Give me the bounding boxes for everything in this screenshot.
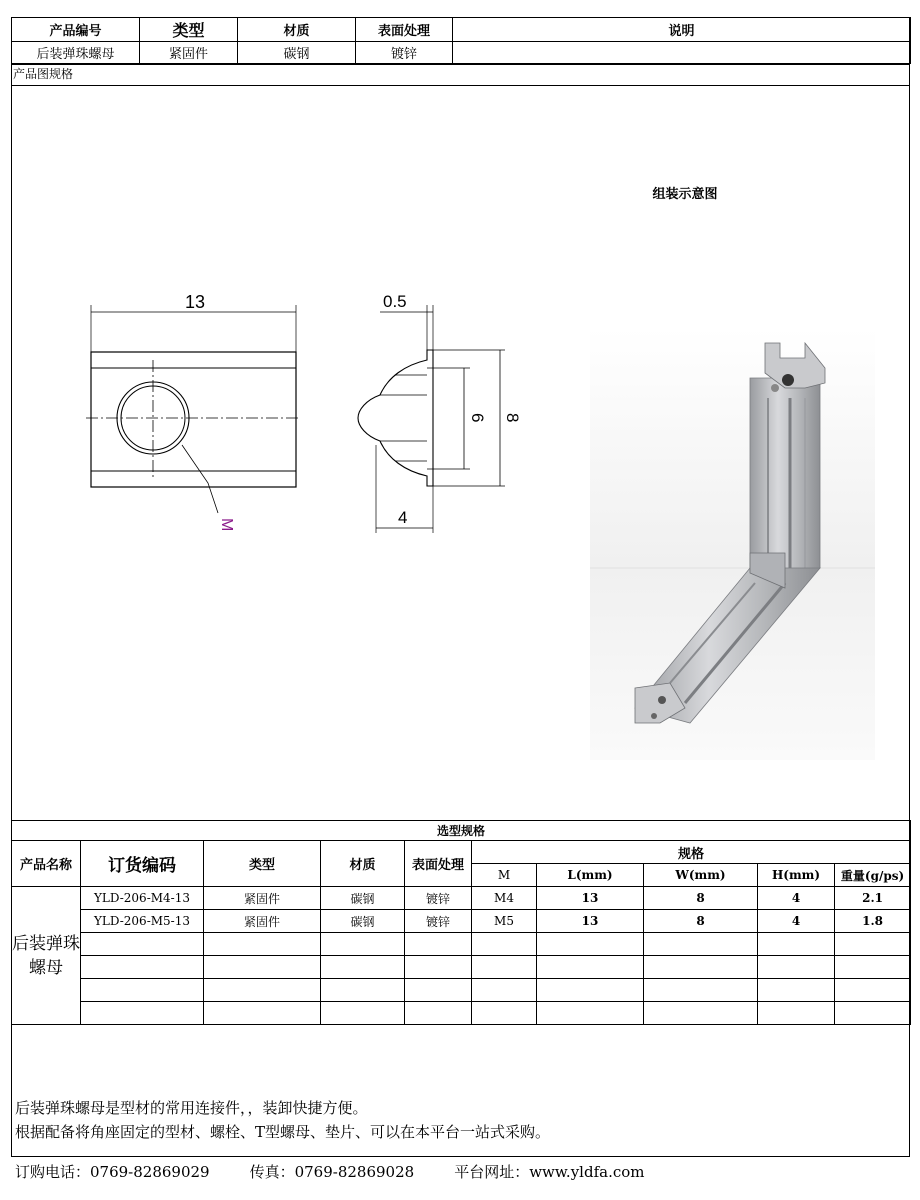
empty-row: [12, 1002, 911, 1025]
table-row: [12, 887, 911, 910]
header-label-note: 说明: [453, 18, 911, 42]
technical-drawing: [60, 285, 540, 555]
header-value-surface: 镀锌: [356, 42, 453, 64]
header-label-code: 产品编号: [12, 18, 140, 42]
selection-header-row: [12, 841, 911, 864]
row-type: 紧固件: [204, 887, 321, 910]
row-code: YLD-206-M5-13: [81, 910, 204, 933]
col-order-code: 订货编码: [81, 841, 204, 887]
header-value-material: 碳钢: [238, 42, 356, 64]
header-label-surface: 表面处理: [356, 18, 453, 42]
dim-gap-label: 0.5: [383, 292, 407, 311]
row-code: YLD-206-M4-13: [81, 887, 204, 910]
top-view: [86, 305, 300, 513]
footer-fax: 传真：0769-82869028: [249, 1163, 415, 1181]
header-value-code: 后装弹珠螺母: [12, 42, 140, 64]
header-label-material: 材质: [238, 18, 356, 42]
header-label-type: 类型: [140, 18, 238, 42]
row-m: M5: [472, 910, 537, 933]
product-name-cell: 后装弹珠螺母: [12, 887, 81, 1025]
spec-section-label: 产品图规格: [13, 67, 74, 81]
selection-table: [11, 820, 911, 1025]
dim-depth-label: 4: [398, 508, 408, 527]
row-weight: 2.1: [835, 887, 911, 910]
col-surface: 表面处理: [405, 841, 472, 887]
col-type: 类型: [204, 841, 321, 887]
row-h: 4: [758, 887, 835, 910]
header-values-row: [12, 42, 911, 64]
subcol-h: H(mm): [758, 864, 835, 887]
row-type: 紧固件: [204, 910, 321, 933]
row-h: 4: [758, 910, 835, 933]
row-l: 13: [537, 887, 644, 910]
row-l: 13: [537, 910, 644, 933]
table-row: [12, 910, 911, 933]
assembly-title: 组装示意图: [652, 187, 718, 202]
empty-row: [12, 979, 911, 1002]
subcol-m: M: [472, 864, 537, 887]
dim-thread-label: M: [218, 518, 235, 532]
col-spec: 规格: [472, 841, 911, 864]
col-product-name: 产品名称: [12, 841, 81, 887]
subcol-l: L(mm): [537, 864, 644, 887]
footer-website[interactable]: 平台网址：www.yldfa.com: [454, 1163, 645, 1181]
subcol-weight: 重量(g/ps): [835, 864, 911, 887]
footer-phone: 订购电话：0769-82869029: [15, 1163, 210, 1181]
description-line: 根据配备将角座固定的型材、螺栓、T型螺母、垫片、可以在本平台一站式采购。: [15, 1123, 551, 1141]
dim-length-label: 13: [185, 292, 206, 312]
dim-inner-label: 6: [468, 413, 487, 423]
row-material: 碳钢: [321, 910, 405, 933]
divider: [11, 85, 910, 86]
row-w: 8: [644, 887, 758, 910]
row-surface: 镀锌: [405, 910, 472, 933]
divider: [11, 64, 910, 65]
row-material: 碳钢: [321, 887, 405, 910]
dim-height-label: 8: [503, 413, 522, 423]
row-weight: 1.8: [835, 910, 911, 933]
empty-row: [12, 956, 911, 979]
footer-contact: [15, 1161, 685, 1182]
header-value-type: 紧固件: [140, 42, 238, 64]
empty-row: [12, 933, 911, 956]
row-w: 8: [644, 910, 758, 933]
product-header-table: [11, 17, 911, 64]
col-material: 材质: [321, 841, 405, 887]
assembly-illustration: [590, 328, 875, 760]
header-value-note: [453, 42, 911, 64]
product-description: [15, 1096, 550, 1144]
selection-title-row: [12, 821, 911, 841]
subcol-w: W(mm): [644, 864, 758, 887]
selection-title: 选型规格: [12, 821, 911, 841]
row-surface: 镀锌: [405, 887, 472, 910]
header-labels-row: [12, 18, 911, 42]
description-line: 后装弹珠螺母是型材的常用连接件，，装卸快捷方便。: [15, 1099, 368, 1117]
row-m: M4: [472, 887, 537, 910]
